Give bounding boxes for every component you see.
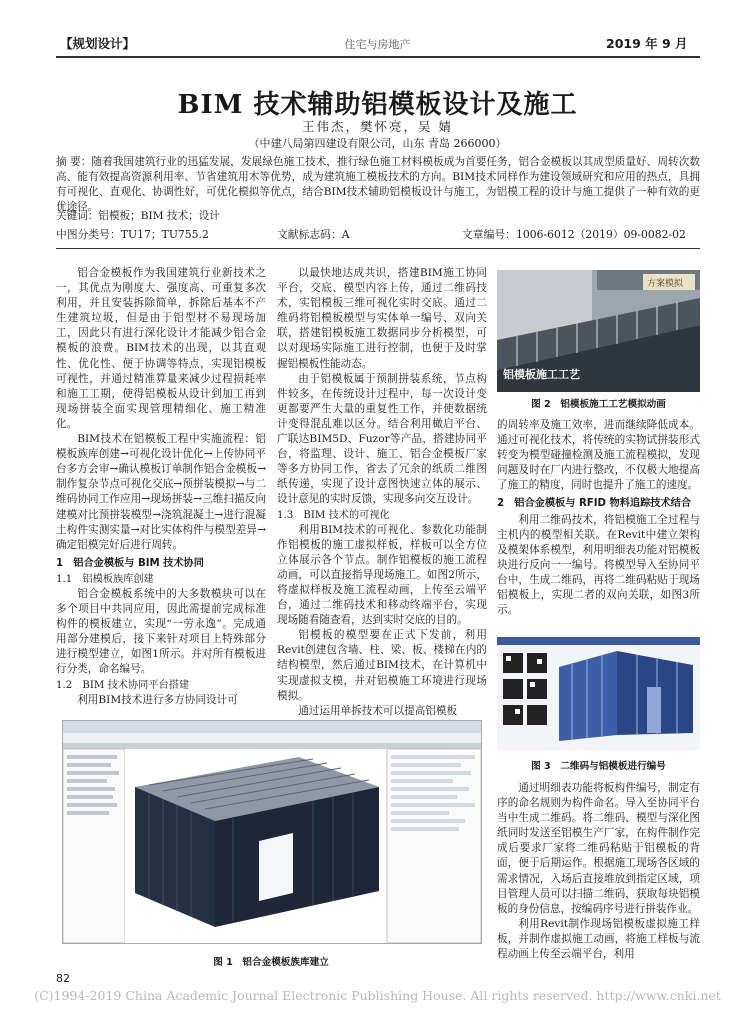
journal-name: 住宅与房地产 — [344, 38, 411, 51]
paragraph: 通过明细表功能将板构件编号，制定有序的命名规则为构件命名。导入至协同平台当中生成二维码。将二维码、模型与深化图纸同时发送至铝模生产厂家，在构件制作完成后要求厂家将二维码粘贴于铝模板的背面，便于后期运作。根据施工现场各区域的需求情况，入场后直接堆放到指定区域，项目管理人员可以扫描二维码，获取每块铝模板的身份信息，按编码序号进行拼装作业。 — [497, 782, 700, 915]
meta-rule — [56, 248, 700, 249]
figure-1-caption: 图 1 铝合金模板族库建立 — [213, 957, 329, 968]
figure-2-badge: 方案模拟 — [647, 279, 684, 289]
figure-2-caption: 图 2 铝模板施工工艺模拟动画 — [531, 399, 666, 410]
paragraph: 的周转率及施工效率，进而继续降低成本。通过可视化技术，将传统的实物试拼装形式转变为模型碰撞检测及施工流程模拟，发现问题及时在厂内进行整改，不仅极大地提高了施工的精度，同时也提升了施工的速度。 — [497, 419, 700, 492]
keywords: 关键词：铝模板；BIM 技术；设计 — [56, 210, 220, 222]
section-heading: 1 铝合金模板与 BIM 技术协同 — [56, 557, 204, 569]
paragraph: 利用BIM技术的可视化、参数化功能制作铝模板的施工虚拟样板，样板可以全方位立体展示各个节点。制作铝模板的施工流程动画，可以直接指导现场施工。如图2所示，将虚拟样板及施工流程动画，上传至云端平台，通过二维码技术和移动终端平台，实现现场随看随查看，达到实时交底的目的。 — [277, 523, 487, 627]
header-rule — [56, 56, 700, 58]
qr-model-render — [497, 637, 700, 750]
paragraph: 由于铝模板属于预制拼装系统，节点构件较多，在传统设计过程中，每一次设计变更都要严生大量的重复性工作，并使数据统计变得混乱难以区分。结合利用橄启平台、广联达BIM5D、Fuzor等产品，搭建协同平台，将监理、设计、施工、铝合金模板厂家等多方协同工作，省去了冗余的纸质二维图纸传递，实现了设计意图快速立体的展示、设计意见的实时反馈，实现多向交互设计。 — [277, 372, 487, 506]
document-code: 文献标志码：A — [277, 228, 350, 241]
figure-1-image — [62, 720, 482, 944]
paragraph: 铝合金模板作为我国建筑行业新技术之一，其优点为刚度大、强度高、可重复多次利用，并且安装拆除简单，拆除后基本不产生建筑垃圾，但是由于铝型材不易现场加工，因此只有进行深化设计才能减少铝合金模板的浪费。BIM技术的出现，以其直观性、优化性、便于协调等特点，实现铝模板可视性，并通过精准算量来减少过程损耗率和施工工期，使得铝模板从设计到加工再到现场拼装全面实现管理精细化、施工精准化。 — [56, 267, 266, 430]
article-number: 文章编号：1006-6012（2019）09-0082-02 — [462, 228, 686, 241]
affiliation: （中建八局第四建设有限公司，山东 青岛 266000） — [248, 137, 507, 150]
section-heading: 2 铝合金模板与 RFID 物料追踪技术结合 — [497, 498, 692, 510]
figure-3-image — [497, 637, 700, 750]
figure-3-caption: 图 3 二维码与铝模板进行编号 — [531, 761, 666, 772]
column-3-top — [497, 418, 700, 618]
paragraph: 通过运用单拆技术可以提高铝模板 — [298, 704, 458, 717]
paragraph: 利用二维码技术，将铝模施工全过程与主机内的模型相关联。在Revit中建立架构及模架体系模型，利用明细表功能对铝模板块进行反向一一编号。将模型导入至协同平台中，生成二维码，再将二维码粘贴于现场铝模板上，实现二者的双向关联，如图3所示。 — [497, 513, 700, 617]
paragraph: 铝合金模板系统中的大多数模块可以在多个项目中共同应用，因此需提前完成标准构件的模板建立，实现“一劳永逸”。完成通用部分建模后，接下来针对项目上特殊部分进行模型建立，如图1所示。并对所有模板进行分类，命名编号。 — [56, 587, 266, 676]
subsection-heading: 1.1 铝模板族库创建 — [56, 573, 154, 585]
section-label: 【规划设计】 — [60, 36, 136, 51]
paragraph: BIM技术在铝模板工程中实施流程：铝模板族库创建→可视化设计优化→上传协同平台多方会审→确认模板订单制作铝合金模板→制作复杂节点可视化交底→预拼装模拟→与二维码协同工作应用→现场拼装→三维扫描反向建模对比预拼装模型→浇筑混凝土→进行混凝土构件实测实量→对比实体构件与模型差异→确定铝模完好后进行周转。 — [56, 433, 266, 551]
column-3-bottom — [497, 781, 700, 962]
column-2 — [277, 266, 487, 719]
copyright-watermark: (C)1994-2019 China Academic Journal Electronic Publishing House. All rights reserved. http://www.cnki.net — [34, 988, 721, 1003]
subsection-heading: 1.3 BIM 技术的可视化 — [277, 509, 390, 521]
paragraph: 以最快地达成共识，搭建BIM施工协同平台，交底、模型内容上传，通过二维码技术，实铝模板三维可视化实时交底。通过二维码将铝模板模型与实体单一编号、双向关联，搭建铝模板施工数据同步分析模型，可以对现场实际施工进行控制，也便于及时掌握铝模板性能动态。 — [277, 267, 487, 370]
article-title: BIM 技术辅助铝模板设计及施工 — [177, 90, 578, 120]
paragraph: 铝模板的模型要在正式下发前，利用Revit创建包含墙、柱、梁、板、楼梯在内的结构模型，然后通过BIM技术，在计算机中实现虚拟支模，并对铝模施工环境进行现场模拟。 — [277, 629, 487, 702]
subsection-heading: 1.2 BIM 技术协同平台搭建 — [56, 679, 190, 691]
issue-date: 2019 年 9 月 — [606, 36, 688, 51]
page-number: 82 — [56, 972, 70, 985]
figure-2-overlay: 铝模板施工工艺 — [503, 368, 580, 381]
paragraph: 利用Revit制作现场铝模板虚拟施工样板，并制作虚拟施工动画，将施工样板与流程动画上传至云端平台，利用 — [497, 917, 700, 961]
figure-2-image — [497, 270, 700, 392]
revit-screenshot — [63, 721, 481, 943]
column-1 — [56, 266, 266, 708]
authors: 王伟杰，樊怀亮，吴 婧 — [302, 119, 453, 134]
paragraph: 利用BIM技术进行多方协同设计可 — [77, 693, 238, 706]
abstract: 摘 要：随着我国建筑行业的迅猛发展，发展绿色施工技术，推行绿色施工材料模板成为首要任务，铝合金模板以其成型质量好、周转次数高、能有效提高资源利用率、节省建筑用木等优势，成为建筑施工模板技术的方向。BIM技术同样作为建设领域研究和应用的热点，具拥有可视化、直观化、协调性好，可优化模拟等优点，结合BIM技术辅助铝模板设计与施工，为铝模工程的设计与施工提供了一种有效的更优途径。 — [56, 156, 700, 213]
clc-number: 中图分类号：TU17；TU755.2 — [56, 228, 209, 241]
